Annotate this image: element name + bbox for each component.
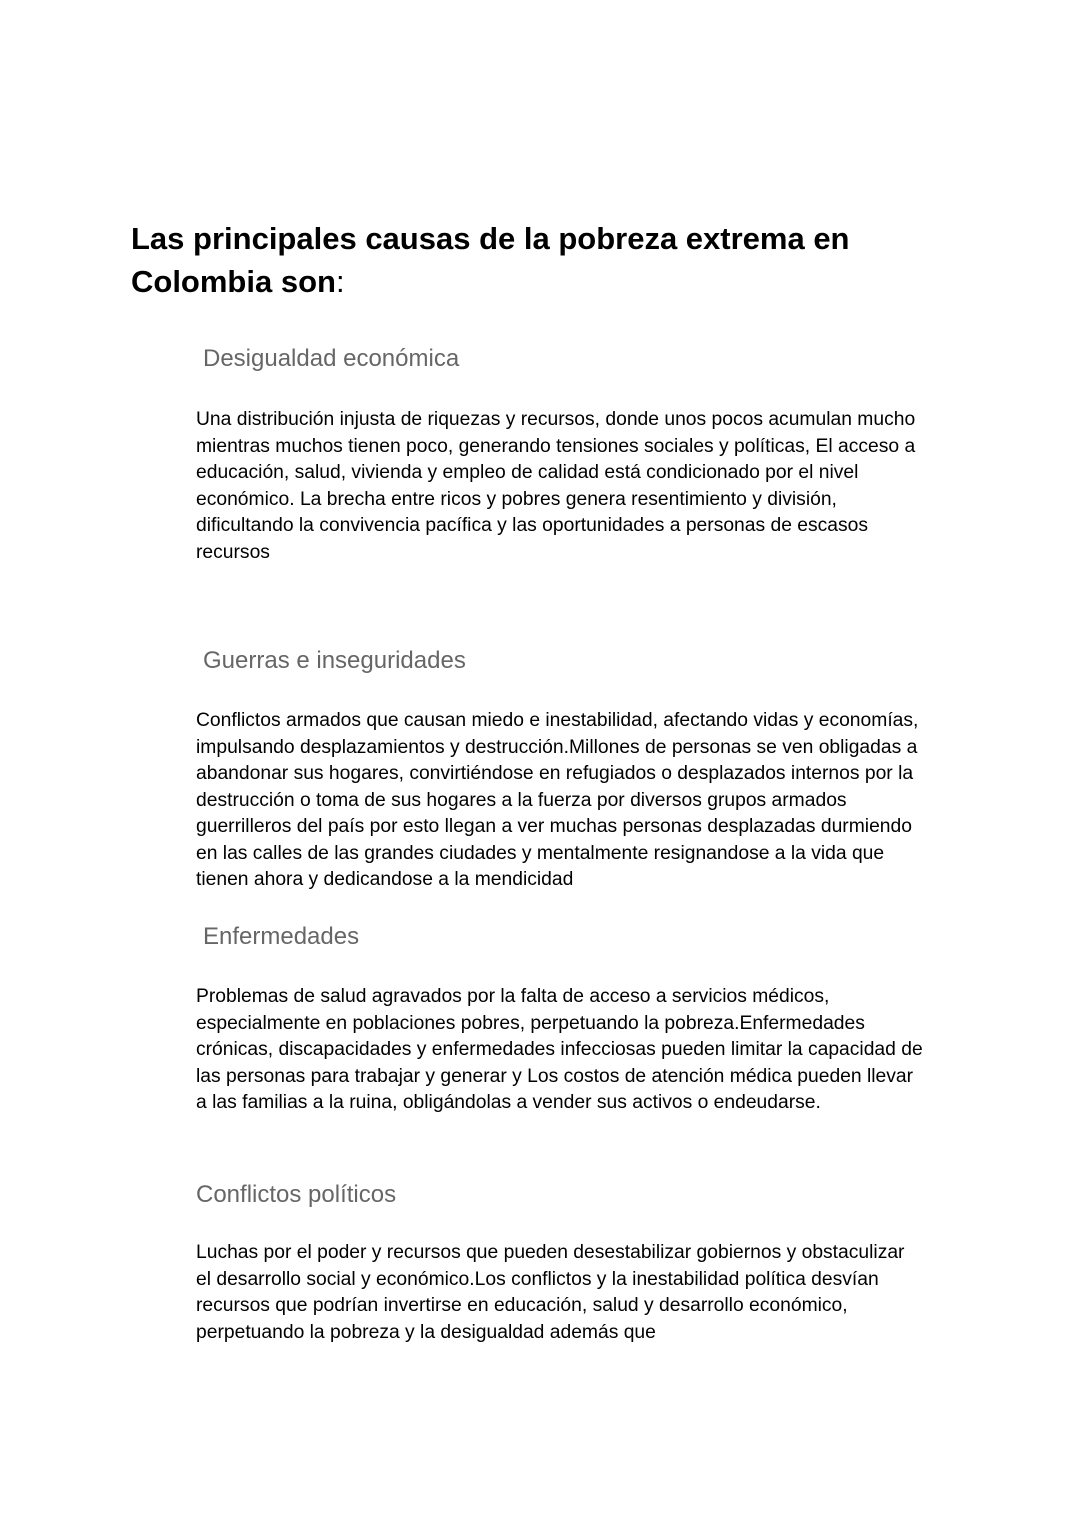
paragraph-line: Una distribución injusta de riquezas y recursos, donde unos pocos acumulan mucho [196,409,916,430]
paragraph-line: abandonar sus hogares, convirtiéndose en refugiados o desplazados internos por la [196,763,914,784]
section-body-desigualdad [196,407,956,566]
document-title-colon: : [335,264,345,299]
paragraph-line: a las familias a la ruina, obligándolas a vender sus activos o endeudarse. [196,1092,821,1113]
document-title [131,217,931,303]
section-body-enfermedades [196,984,956,1117]
section-body-guerras [196,708,956,894]
paragraph-line: dificultando la convivencia pacífica y las oportunidades a personas de escasos [196,515,869,536]
paragraph-line: mientras muchos tienen poco, generando tensiones sociales y políticas, El acceso a [196,435,916,457]
paragraph-line: Luchas por el poder y recursos que pueden desestabilizar gobiernos y obstaculizar [196,1242,905,1263]
paragraph-line: perpetuando la pobreza y la desigualdad además que [196,1321,656,1343]
section-body-conflictos [196,1240,956,1346]
paragraph-line: en las calles de las grandes ciudades y mentalmente resignandose a la vida que [196,842,885,864]
paragraph-line: el desarrollo social y económico.Los conflictos y la inestabilidad política desvían [196,1268,879,1290]
paragraph-line: Problemas de salud agravados por la falta de acceso a servicios médicos, [196,986,830,1007]
paragraph-line: recursos que podrían invertirse en educación, salud y desarrollo económico, [196,1295,848,1316]
paragraph-line: Conflictos armados que causan miedo e inestabilidad, afectando vidas y economías, [196,710,919,731]
paragraph-line: tienen ahora y dedicandose a la mendicidad [196,869,574,890]
document-title-text: Las principales causas de la pobreza extrema en Colombia son [131,221,850,299]
paragraph-line: recursos [196,541,270,563]
section-heading-enfermedades: Enfermedades [203,923,360,950]
section-heading-guerras: Guerras e inseguridades [203,647,466,674]
paragraph-line: educación, salud, vivienda y empleo de calidad está condicionado por el nivel [196,462,859,483]
paragraph-line: impulsando desplazamientos y destrucción.Millones de personas se ven obligadas a [196,736,918,758]
paragraph-line: guerrilleros del país por esto llegan a ver muchas personas desplazadas durmiendo [196,816,912,837]
section-heading-desigualdad: Desigualdad económica [203,345,460,372]
section-heading-conflictos: Conflictos políticos [196,1181,397,1208]
paragraph-line: económico. La brecha entre ricos y pobres genera resentimiento y división, [196,488,837,510]
paragraph-line: especialmente en poblaciones pobres, perpetuando la pobreza.Enfermedades [196,1012,865,1034]
paragraph-line: crónicas, discapacidades y enfermedades infecciosas pueden limitar la capacidad de [196,1039,923,1060]
paragraph-line: destrucción o toma de sus hogares a la fuerza por diversos grupos armados [196,789,847,811]
paragraph-line: las personas para trabajar y generar y Los costos de atención médica pueden llevar [196,1065,914,1087]
